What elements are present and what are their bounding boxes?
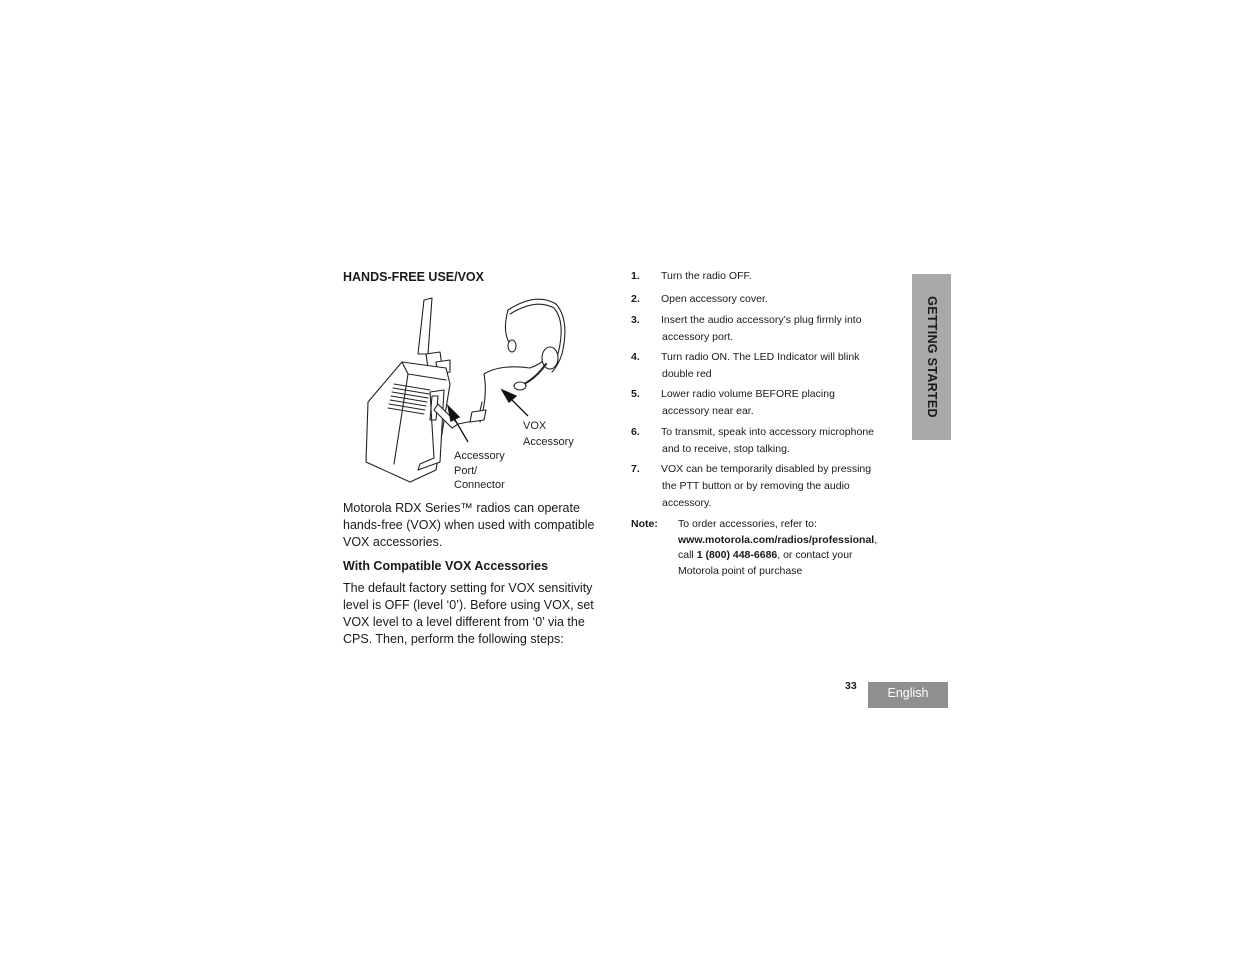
- figure-label-port: Accessory Port/ Connector: [454, 450, 505, 491]
- steps-list: [631, 0, 901, 954]
- language-tab: English: [868, 682, 948, 708]
- headset-earpiece: [508, 340, 516, 352]
- step-item: 6. To transmit, speak into accessory microphone and to receive, stop talking.: [631, 426, 875, 455]
- step-item: 5. Lower radio volume BEFORE placing accessory near ear.: [631, 388, 835, 417]
- side-tab-getting-started: GETTING STARTED: [912, 274, 951, 440]
- default-paragraph: The default factory setting for VOX sensitivity level is OFF (level ‘0’). Before using VOX, set VOX level to a level different from ‘0’ via the CPS. Then, perform the following steps:: [343, 581, 594, 646]
- note-phone: 1 (800) 448-6686: [696, 549, 778, 561]
- headset-mic-boom: [524, 364, 546, 384]
- note-label: Note:: [631, 518, 658, 530]
- intro-paragraph: Motorola RDX Series™ radios can operate hands-free (VOX) when used with compatible VOX accessories.: [343, 501, 595, 549]
- headset-mic: [514, 382, 526, 390]
- step-item: 7. VOX can be temporarily disabled by pressing the PTT button or by removing the audio accessory.: [631, 463, 872, 509]
- step-item: 1. Turn the radio OFF.: [631, 270, 752, 282]
- page-number: 33: [845, 680, 857, 692]
- figure-label-vox: VOX Accessory: [523, 420, 574, 448]
- subheading: With Compatible VOX Accessories: [343, 559, 549, 573]
- note-body: To order accessories, refer to: www.motorola.com/radios/professional, call 1 (800) 448-6686, or contact your Motorola point of purchase: [678, 518, 878, 577]
- step-item: 3. Insert the audio accessory’s plug firmly into accessory port.: [631, 314, 862, 343]
- arrow-vox: [502, 390, 516, 402]
- note-url[interactable]: www.motorola.com/radios/professional: [678, 533, 875, 546]
- radio-antenna: [418, 298, 432, 354]
- step-item: 2. Open accessory cover.: [631, 293, 768, 305]
- section-title: HANDS-FREE USE/VOX: [343, 270, 484, 284]
- step-item: 4. Turn radio ON. The LED Indicator will blink double red: [631, 351, 860, 380]
